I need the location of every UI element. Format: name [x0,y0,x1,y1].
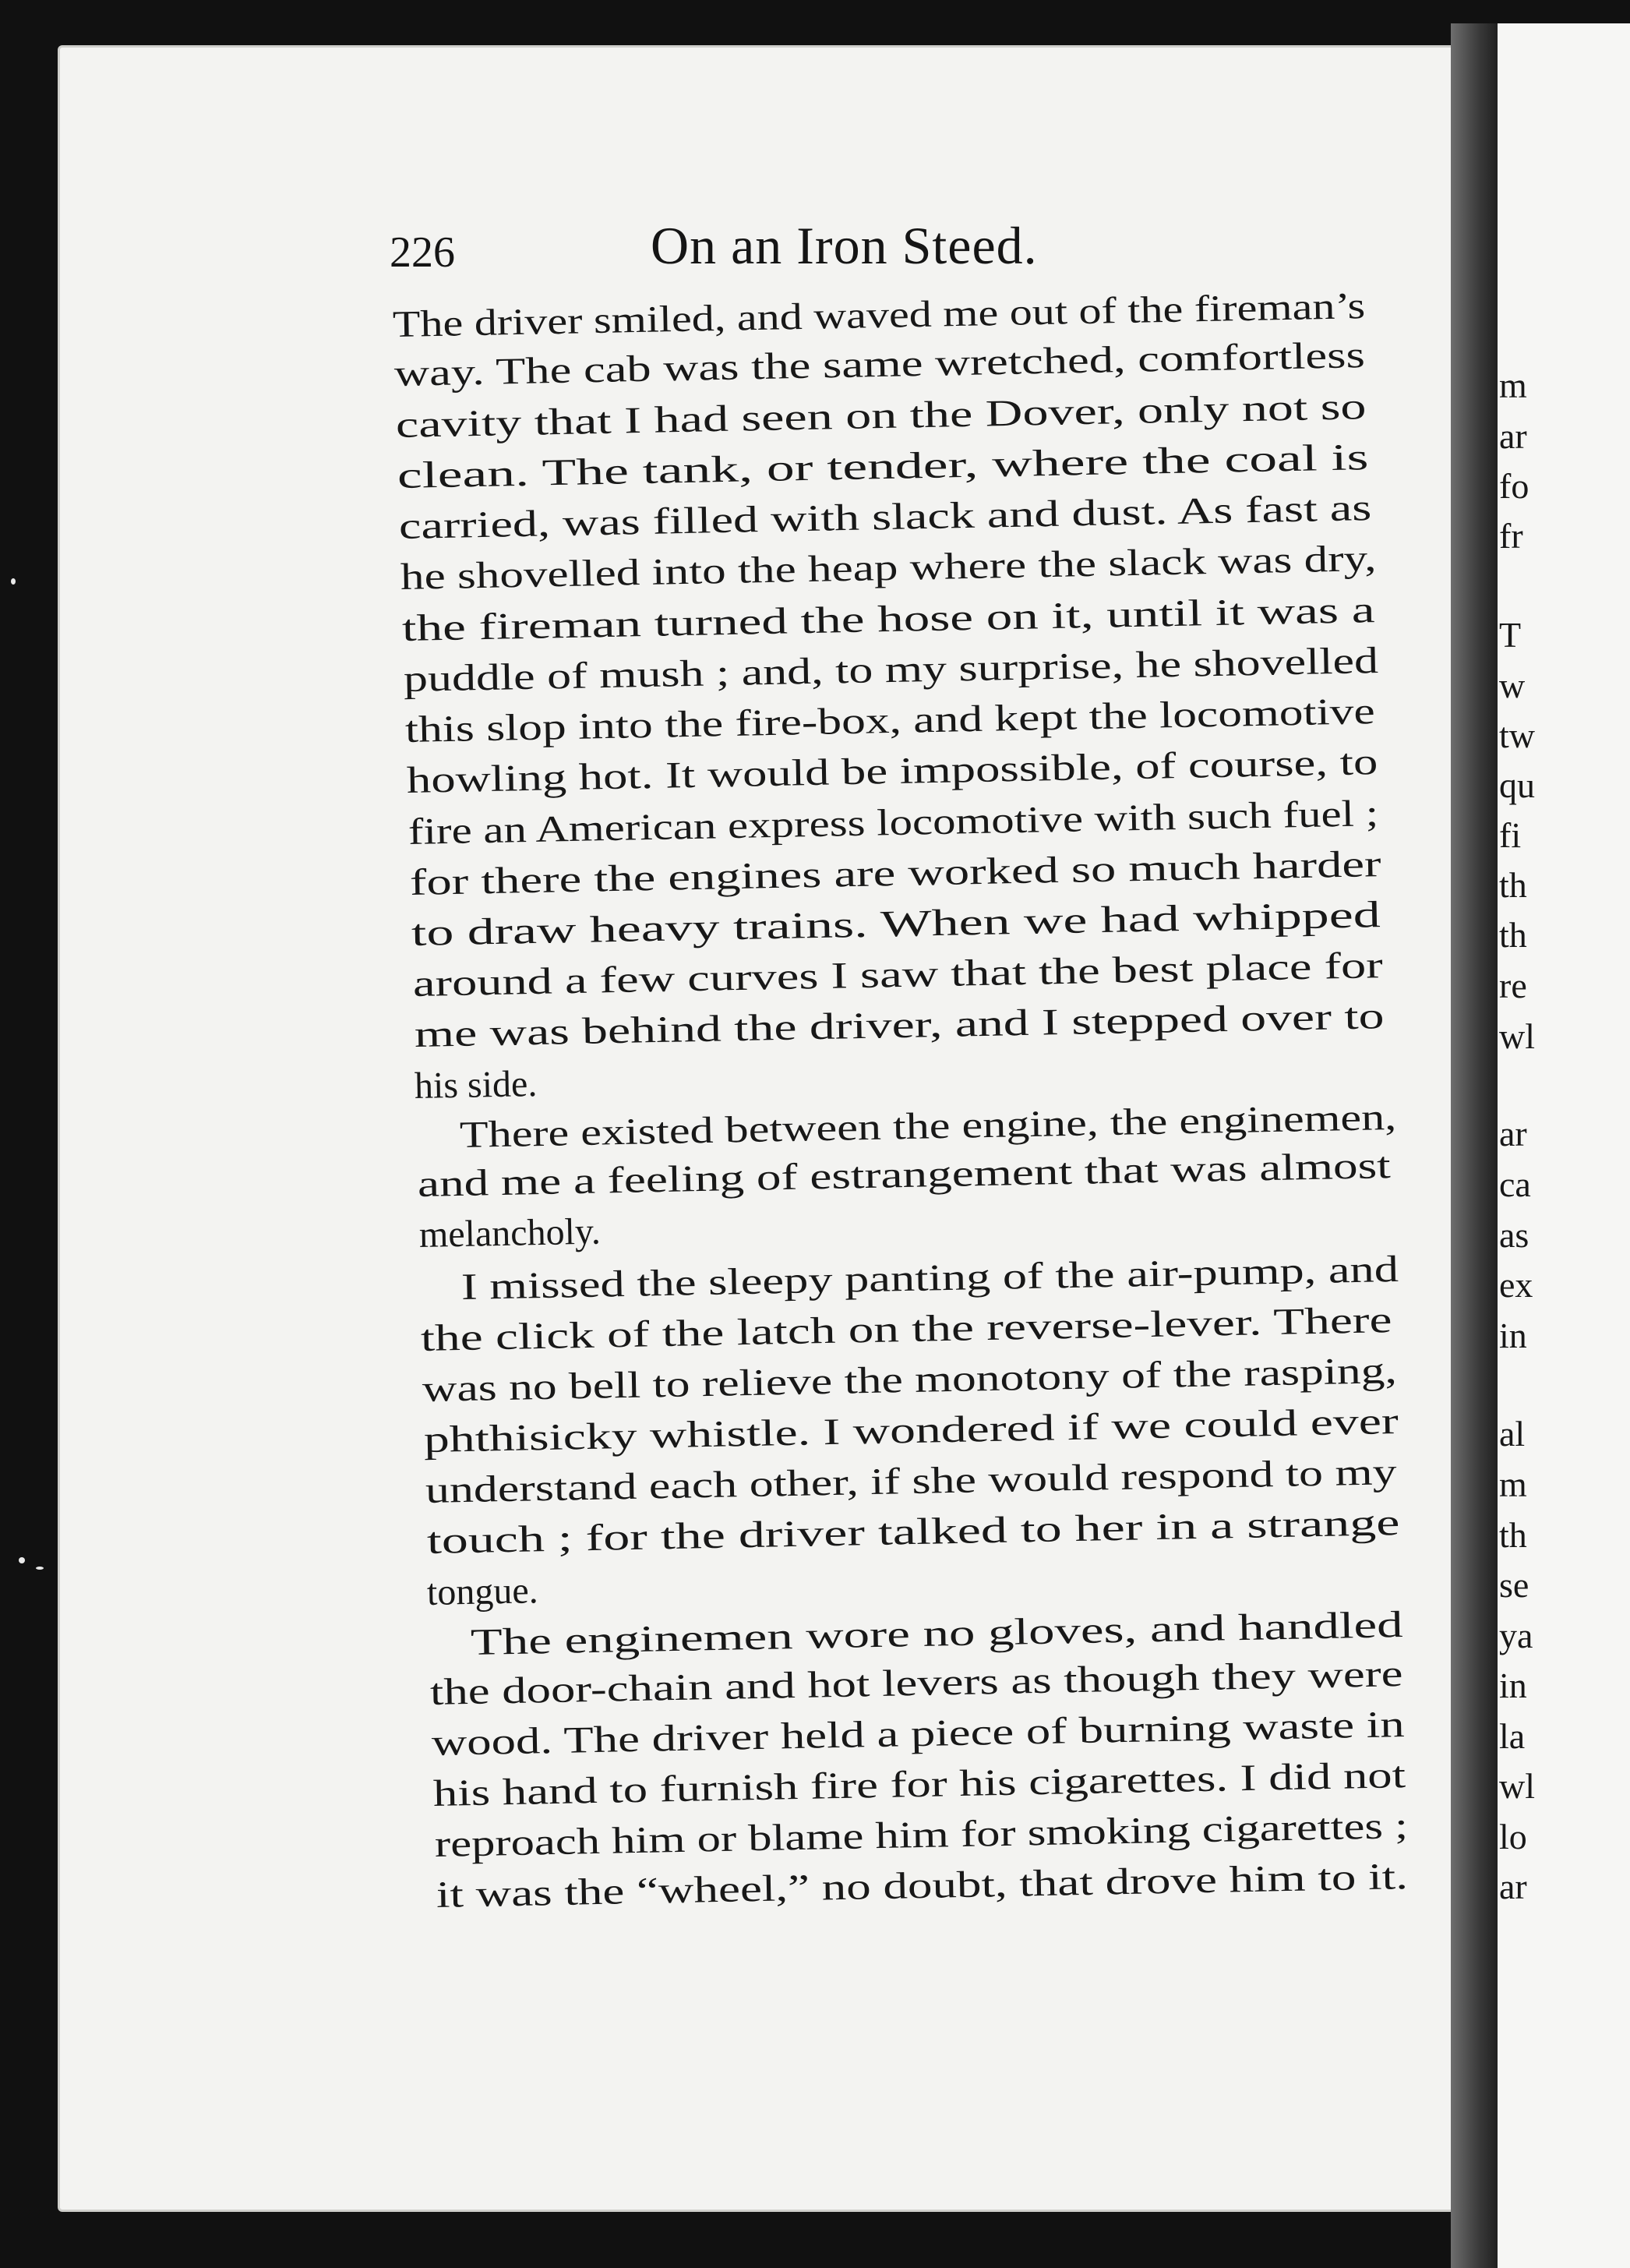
body-line: it was the “wheel,” no doubt, that drove him to it. [436,1856,1409,1916]
body-line: The enginemen wore no gloves, and handled [470,1604,1404,1663]
scan-speck [11,578,16,585]
body-line: wood. The driver held a piece of burning waste in [431,1704,1406,1764]
right-page-fragment [1498,23,1630,2268]
body-line: to draw heavy trains. When we had whipped [411,894,1381,954]
facing-page-fragment: th [1499,915,1527,955]
body-line: he shovelled into the heap where the slack was dry, [400,537,1377,598]
body-line: howling hot. It would be impossible, of course, to [406,741,1378,801]
body-line: was no bell to relieve the monotony of the rasping, [422,1349,1398,1410]
scan-speck [36,1567,44,1570]
facing-page-fragment: tw [1499,715,1535,755]
facing-page-fragment: qu [1499,765,1535,805]
facing-page-fragment: th [1499,865,1527,905]
body-line: around a few curves I saw that the best place for [412,945,1384,1005]
facing-page-fragment: lo [1499,1817,1527,1856]
running-title: On an Iron Steed. [651,216,1038,275]
facing-page-fragment: in [1499,1316,1527,1355]
body-line: his side. [414,1062,538,1107]
facing-page-fragment: T [1499,615,1522,655]
body-line: the click of the latch on the reverse-lever. There [420,1299,1392,1359]
facing-page-fragment: fi [1499,815,1522,855]
facing-page-fragment: as [1499,1215,1529,1255]
facing-page-fragment: w [1499,666,1526,705]
facing-page-fragment: ar [1499,1114,1527,1153]
body-line: way. The cab was the same wretched, comfortless [393,334,1366,394]
facing-page-fragment: re [1499,966,1527,1005]
facing-page-fragment: wl [1499,1016,1535,1056]
body-line: the door-chain and hot levers as though they were [429,1653,1403,1713]
scan-speck [19,1557,25,1563]
facing-page-fragment: la [1499,1716,1526,1756]
body-line: his hand to furnish fire for his cigarettes. I did not [432,1754,1406,1814]
body-line: There existed between the engine, the enginemen, [459,1096,1397,1156]
body-line: clean. The tank, or tender, where the coal is [397,436,1369,496]
body-line: melancholy. [418,1210,602,1256]
body-line: puddle of mush ; and, to my surprise, he shovelled [403,639,1379,700]
facing-page-fragment: fr [1499,516,1523,556]
body-line: The driver smiled, and waved me out of the fireman’s [392,285,1366,345]
facing-page-fragment: m [1499,366,1527,405]
facing-page-fragment: m [1499,1464,1527,1504]
body-line: touch ; for the driver talked to her in a strange [426,1502,1400,1562]
body-line: the fireman turned the hose on it, until it was a [401,589,1375,649]
body-line: I missed the sleepy panting of the air-pump, and [460,1248,1399,1308]
body-line: understand each other, if she would respond to my [425,1451,1397,1511]
body-line: carried, was filled with slack and dust. As fast as [398,487,1372,547]
facing-page-fragment: ca [1499,1164,1531,1204]
body-line: fire an American express locomotive with such fuel ; [408,793,1379,853]
facing-page-fragment: fo [1499,466,1529,506]
body-line: me was behind the driver, and I stepped over to [414,995,1385,1055]
body-line: and me a feeling of estrangement that was almost [417,1145,1392,1205]
body-line: cavity that I had seen on the Dover, only not so [395,386,1367,446]
body-line: tongue. [426,1570,539,1613]
page-number: 226 [390,228,455,277]
body-line: this slop into the fire-box, and kept the locomotive [404,691,1376,751]
body-line: for there the engines are worked so much harder [409,843,1381,903]
facing-page-fragment: in [1499,1666,1527,1705]
facing-page-fragment: se [1499,1565,1529,1605]
running-head [390,210,1402,288]
facing-page-fragment: wl [1499,1766,1535,1806]
body-line: phthisicky whistle. I wondered if we could ever [423,1400,1399,1461]
facing-page-fragment: th [1499,1515,1527,1555]
facing-page-fragment: ar [1499,1867,1527,1906]
body-line: reproach him or blame him for smoking cigarettes ; [434,1805,1409,1865]
book-gutter [1451,23,1498,2268]
facing-page-fragment: ex [1499,1265,1533,1305]
facing-page-fragment: ar [1499,416,1527,456]
facing-page-fragment: ya [1499,1616,1533,1655]
facing-page-fragment: al [1499,1414,1526,1454]
